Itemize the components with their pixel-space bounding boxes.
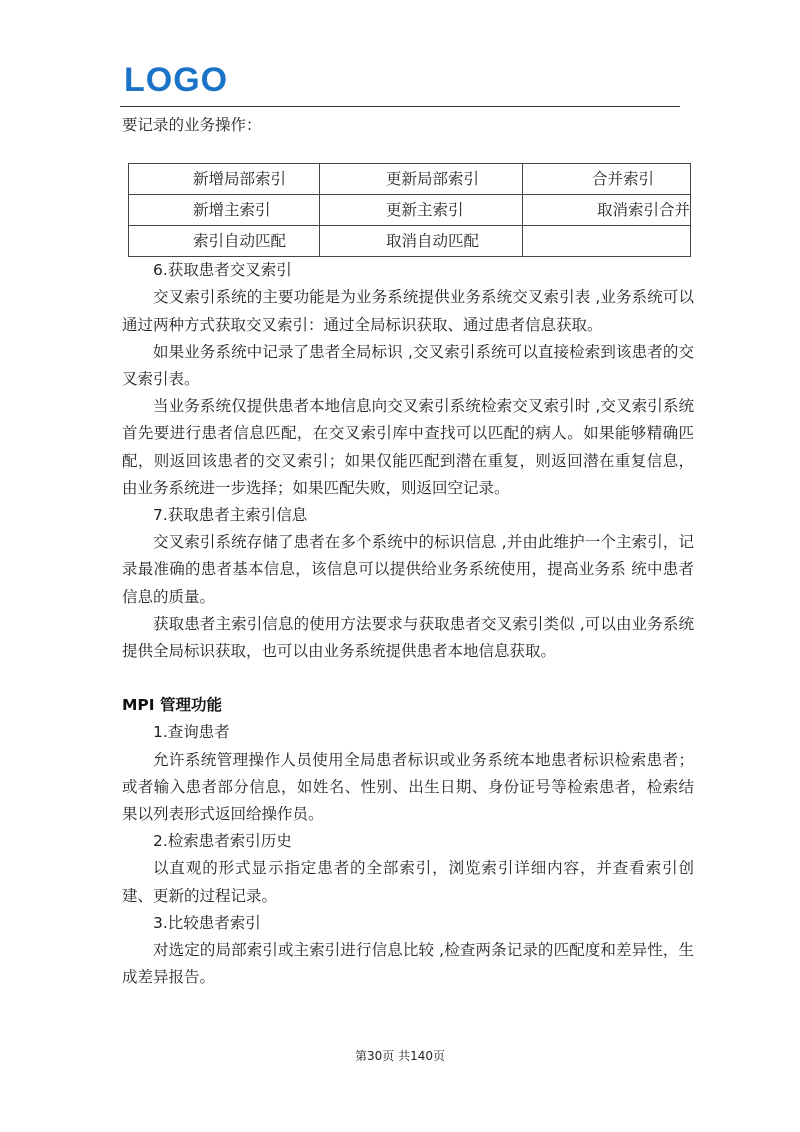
header-divider [120, 106, 680, 107]
intro-text: 要记录的业务操作： [122, 116, 262, 134]
table-cell: 更新主索引 [320, 195, 523, 226]
page-number: 第30页 共140页 [355, 1049, 445, 1063]
table-cell: 取消自动匹配 [320, 226, 523, 257]
table-cell: 取消索引合并 [523, 195, 691, 226]
section-7-paragraph: 交叉索引系统存储了患者在多个系统中的标识信息 ,并由此维护一个主索引，记录最准确的患者基本信息，该信息可以提供给业务系统使用，提高业务系 统中患者信息的质量。 [122, 533, 694, 606]
table-cell: 新增局部索引 [129, 164, 320, 195]
section-7-title: 7.获取患者主索引信息 [153, 506, 308, 525]
section-6-paragraph: 交叉索引系统的主要功能是为业务系统提供业务系统交叉索引表 ,业务系统可以通过两种方式获取交叉索引：通过全局标识获取、通过患者信息获取。 [122, 288, 694, 334]
table-row [129, 164, 691, 195]
table-row [129, 226, 691, 257]
table-cell: 索引自动匹配 [129, 226, 320, 257]
section-6-title: 6.获取患者交叉索引 [153, 261, 292, 280]
table-cell [523, 226, 691, 257]
table-row [129, 195, 691, 226]
section-7-paragraph: 获取患者主索引信息的使用方法要求与获取患者交叉索引类似 ,可以由业务系统提供全局标识获取，也可以由业务系统提供患者本地信息获取。 [122, 614, 694, 661]
mpi-item-2-title: 2.检索患者索引历史 [153, 832, 292, 851]
mpi-item-3-text: 对选定的局部索引或主索引进行信息比较 ,检查两条记录的匹配度和差异性，生成差异报告。 [122, 941, 694, 987]
mpi-item-2-text: 以直观的形式显示指定患者的全部索引，浏览索引详细内容，并查看索引创建、更新的过程记录。 [122, 859, 694, 905]
table-cell: 更新局部索引 [320, 164, 523, 195]
mpi-item-1-text: 允许系统管理操作人员使用全局患者标识或业务系统本地患者标识检索患者；或者输入患者部分信息，如姓名、性别、出生日期、身份证号等检索患者，检索结果以列表形式返回给操作员。 [122, 750, 694, 824]
logo: LOGO [124, 61, 229, 99]
table-cell: 合并索引 [523, 164, 691, 195]
table-cell: 新增主索引 [129, 195, 320, 226]
mpi-item-3-title: 3.比较患者索引 [153, 913, 261, 932]
mpi-heading: MPI 管理功能 [122, 696, 222, 715]
operations-table [128, 163, 691, 257]
section-6-paragraph: 如果业务系统中记录了患者全局标识 ,交叉索引系统可以直接检索到该患者的交叉索引表。 [122, 342, 694, 389]
section-6-paragraph: 当业务系统仅提供患者本地信息向交叉索引系统检索交叉索引时 ,交叉索引系统首先要进行患者信息匹配，在交叉索引库中查找可以匹配的病人。如果能够精确匹配，则返回该患者的交叉索引；如果仅能匹配到潜在重复，则返回潜在重复信息，由业务系统进一步选择；如果匹配失败，则返回空记录。 [122, 397, 694, 497]
mpi-item-1-title: 1.查询患者 [153, 723, 230, 742]
document-body [122, 112, 694, 991]
